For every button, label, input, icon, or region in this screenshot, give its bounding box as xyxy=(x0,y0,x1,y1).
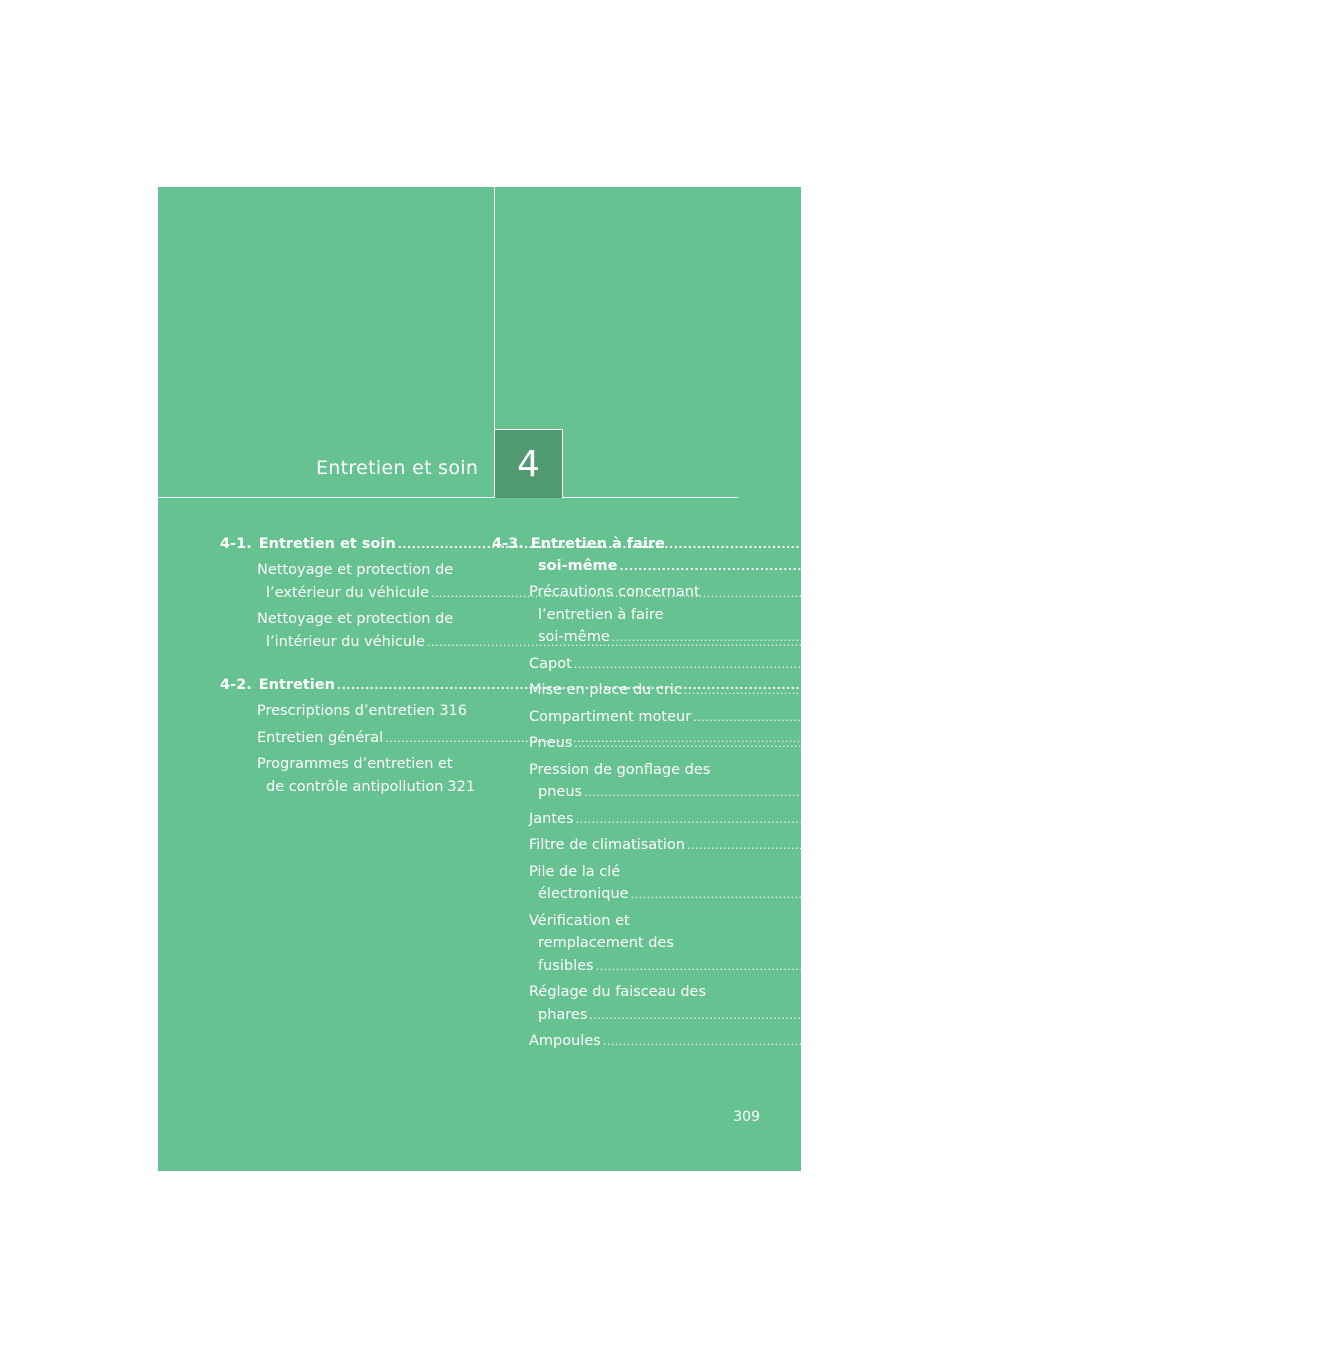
entry-page: 372 xyxy=(1173,957,1201,974)
entry-text: de contrôle antipollution xyxy=(266,778,444,795)
entry-page: 330 xyxy=(1270,708,1299,725)
toc-entry-line xyxy=(529,808,1181,832)
toc-entry xyxy=(529,808,1181,832)
dot-leader xyxy=(584,782,1160,805)
toc-entry-line xyxy=(529,883,1236,907)
toc-entry xyxy=(529,861,1236,907)
entry-page: 365 xyxy=(1153,810,1181,827)
section-title: Entretien et soin xyxy=(258,536,396,552)
section-number: 4-2. xyxy=(220,677,252,693)
section-title: Entretien xyxy=(258,677,335,693)
entry-text: Pneus xyxy=(529,735,573,751)
entry-text: Prescriptions d’entretien xyxy=(257,703,435,719)
entry-page: 318 xyxy=(962,729,991,746)
dot-leader xyxy=(687,835,1263,858)
dot-leader xyxy=(603,1031,1179,1054)
entry-text: phares xyxy=(538,1006,588,1023)
entry-page: 316 xyxy=(439,703,467,719)
entry-text: Ampoules xyxy=(529,1033,601,1049)
entry-text: Précautions concernant xyxy=(529,584,700,600)
entry-page: 322 xyxy=(1189,629,1217,645)
section-page: 316 xyxy=(1012,677,1043,693)
entry-text: Entretien général xyxy=(257,729,384,746)
toc-entry xyxy=(529,653,1179,677)
section-page: 322 xyxy=(1295,558,1325,574)
toc-entry xyxy=(529,706,1299,730)
entry-text: Nettoyage et protection de xyxy=(257,562,454,578)
entry-text: Nettoyage et protection de xyxy=(257,611,454,627)
horizontal-divider xyxy=(158,497,738,498)
dot-leader xyxy=(693,707,1269,730)
section-number: 4-3. xyxy=(492,536,524,552)
section-number: 4-1. xyxy=(220,536,252,552)
entry-page: 361 xyxy=(1161,784,1190,800)
entry-text: soi-même xyxy=(538,629,610,645)
toc-entry xyxy=(257,700,467,724)
dot-leader xyxy=(684,680,1260,703)
entry-page: 388 xyxy=(1180,1033,1209,1049)
toc-entry-line xyxy=(529,1004,1195,1028)
toc-entry-line xyxy=(529,834,1293,858)
chapter-title: Entretien et soin xyxy=(316,457,479,479)
toc-entry-line xyxy=(529,706,1299,730)
toc-entry xyxy=(529,981,1195,1027)
toc-entry xyxy=(529,759,1190,805)
dot-leader xyxy=(612,627,1188,650)
dot-leader xyxy=(589,1005,1165,1028)
dot-leader xyxy=(596,956,1172,979)
entry-page: 367 xyxy=(1264,837,1293,853)
entry-text: remplacement des xyxy=(538,935,674,951)
dot-leader xyxy=(437,701,438,724)
entry-page: 370 xyxy=(1208,886,1236,902)
entry-text: Réglage du faisceau des xyxy=(529,984,707,1000)
entry-text: pneus xyxy=(538,784,583,800)
toc-entry-line xyxy=(529,955,1201,979)
chapter-panel xyxy=(158,187,1325,1171)
entry-page: 347 xyxy=(1151,735,1180,751)
toc-entry-line xyxy=(257,776,476,800)
entry-page: 386 xyxy=(1166,1006,1195,1023)
entry-text: Vérification et xyxy=(529,912,630,929)
entry-text: Compartiment moteur xyxy=(529,708,692,725)
entry-text: Pression de gonflage des xyxy=(529,761,711,778)
dot-leader xyxy=(631,884,1207,907)
entry-text: l’intérieur du véhicule xyxy=(266,633,425,650)
toc-entry-line xyxy=(529,781,1190,805)
section-title: Entretien à faire xyxy=(530,536,665,552)
dot-leader xyxy=(574,733,1150,756)
chapter-number-box xyxy=(494,429,563,498)
entry-page: 321 xyxy=(447,778,476,795)
dot-leader xyxy=(576,809,1152,832)
entry-page: 310 xyxy=(1008,584,1037,601)
entry-text: l’extérieur du véhicule xyxy=(266,584,429,601)
toc-entry-line xyxy=(257,700,467,724)
toc-entry xyxy=(529,910,1201,979)
toc-entry xyxy=(529,834,1293,858)
entry-page: 313 xyxy=(1004,633,1033,650)
toc-entry-line xyxy=(529,1030,1209,1054)
toc-entry xyxy=(529,1030,1209,1054)
section-page: 310 xyxy=(1073,536,1104,552)
entry-text: fusibles xyxy=(538,957,594,974)
entry-text: Mise en place du cric xyxy=(529,682,682,698)
entry-text: Filtre de climatisation xyxy=(529,837,685,853)
toc-entry xyxy=(257,753,476,799)
entry-text: l’entretien à faire xyxy=(538,606,664,623)
dot-leader xyxy=(574,654,1150,677)
section-title: soi-même xyxy=(538,558,618,574)
entry-text: Jantes xyxy=(529,810,574,827)
toc-entry-line xyxy=(529,653,1179,677)
entry-text: électronique xyxy=(538,886,629,902)
page-number: 309 xyxy=(733,1109,760,1125)
entry-page: 328 xyxy=(1261,682,1290,698)
entry-text: Capot xyxy=(529,655,572,672)
entry-text: Pile de la clé xyxy=(529,863,621,880)
dot-leader xyxy=(619,556,1293,578)
section-heading-line xyxy=(492,555,1325,578)
chapter-number: 4 xyxy=(517,443,540,485)
section-heading-line xyxy=(492,533,739,555)
entry-page: 327 xyxy=(1151,655,1179,672)
entry-text: Programmes d’entretien et xyxy=(257,756,453,772)
